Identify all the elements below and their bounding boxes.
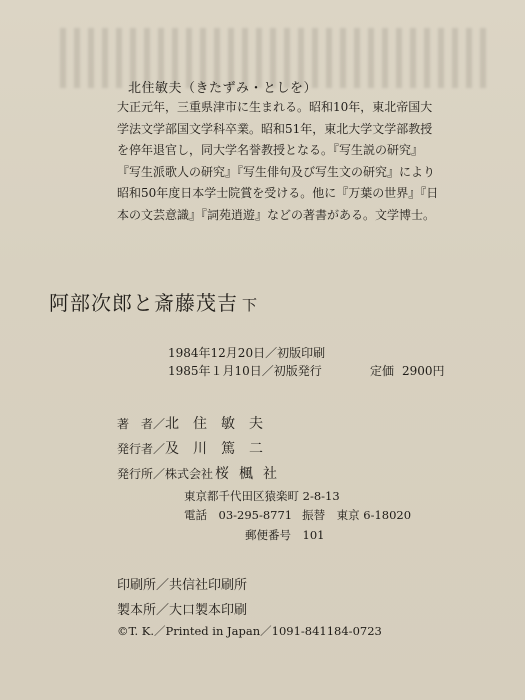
author-value: 北住敏夫 [165,416,278,432]
first-publication-date: 1985年１月10日／初版発行 [168,364,322,378]
bio-line: 『写生派歌人の研究』『写生俳句及び写生文の研究』により [117,164,436,179]
company-label: 発行所／株式会社 [117,467,214,481]
company-contact [184,507,411,523]
bio-line: を停年退官し，同大学名誉教授となる。『写生説の研究』 [117,143,424,157]
author-row [117,413,277,433]
book-title [49,287,258,316]
company-address: 東京都千代田区猿楽町 2-8-13 [184,489,340,503]
bio-line: 学法文学部国文学科卒業。昭和51年，東北大学文学部教授 [117,121,433,136]
publisher-value: 及川篤二 [165,441,278,457]
printer-row [117,574,247,593]
first-printing-date: 1984年12月20日／初版印刷 [168,346,326,360]
author-bio [117,97,477,226]
price-label: 定価 [370,364,395,378]
copyright-line: ©T. K.／Printed in Japan／1091-841184-0723 [117,624,382,638]
publisher-row [117,438,277,458]
bio-line: 本の文芸意識』『詞苑逍遊』などの著書がある。文学博士。 [117,207,436,222]
company-name: 桜楓社 [215,466,288,482]
price [370,362,445,379]
binder-label: 製本所／ [117,603,170,618]
binder-value: 大口製本印刷 [169,603,248,618]
company-zip: 郵便番号 101 [245,528,325,542]
bio-line: 昭和50年度日本学士院賞を受ける。他に『万葉の世界』『日 [117,186,439,200]
price-value: 2900円 [402,364,445,378]
binder-row [117,599,247,618]
printer-value: 共信社印刷所 [169,578,248,593]
author-label: 著 者／ [117,417,166,431]
author-bio-name: 北住敏夫（きたずみ・としを） [128,81,318,96]
title-main: 阿部次郎と斎藤茂吉 [49,291,238,315]
printer-label: 印刷所／ [117,578,170,593]
title-volume: 下 [242,296,259,314]
publisher-label: 発行者／ [117,442,166,456]
company-transfer: 振替 東京 6-18020 [302,508,412,522]
company-row [117,463,287,483]
company-phone: 電話 03-295-8771 [184,508,293,522]
bio-line: 大正元年，三重県津市に生まれる。昭和10年，東北帝国大 [117,100,433,114]
